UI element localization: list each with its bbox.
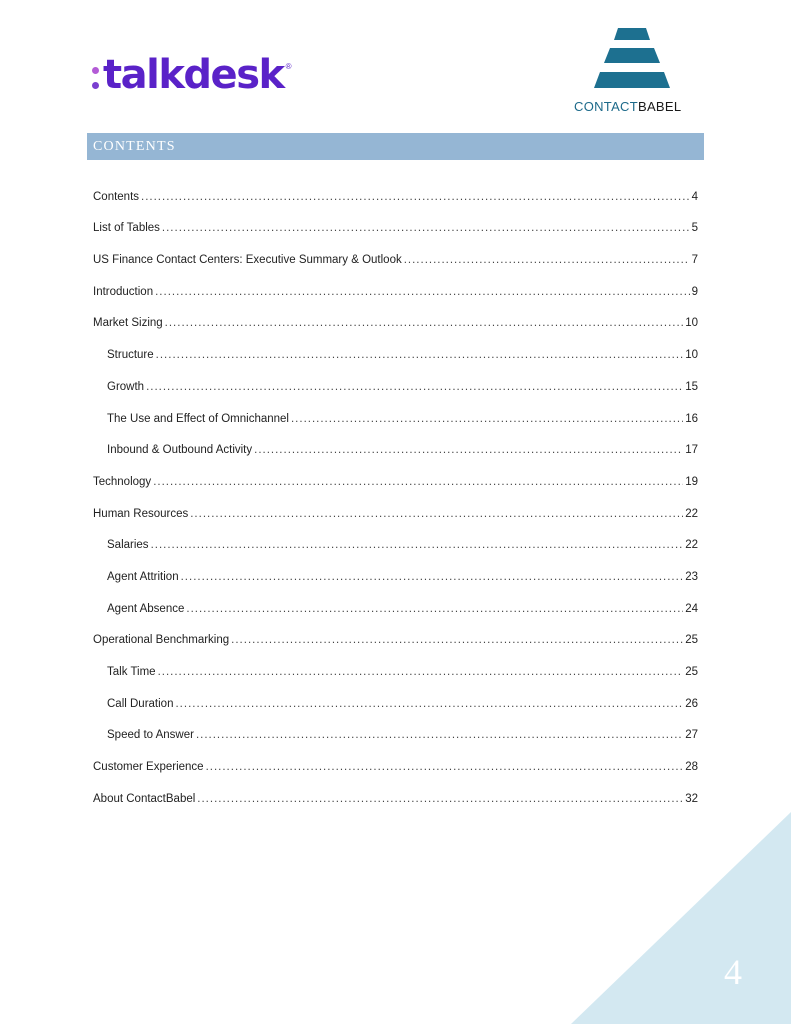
toc-entry[interactable] <box>93 647 698 679</box>
toc-entry-page-number: 22 <box>685 539 698 552</box>
corner-triangle-decoration <box>571 812 791 1024</box>
toc-entry[interactable] <box>93 267 698 299</box>
talkdesk-dots-icon <box>92 67 99 89</box>
toc-leader-dots <box>181 570 684 584</box>
toc-entry-label: Technology <box>93 475 152 488</box>
toc-entry[interactable] <box>93 172 698 204</box>
toc-entry-page-number: 27 <box>685 729 698 742</box>
toc-entry-label: Talk Time <box>107 666 156 678</box>
toc-entry-page-number: 9 <box>691 285 698 298</box>
toc-entry-page-number: 24 <box>685 602 698 615</box>
talkdesk-logo <box>92 50 292 100</box>
toc-leader-dots <box>155 285 689 299</box>
toc-leader-dots <box>197 792 683 806</box>
toc-leader-dots <box>165 316 684 330</box>
toc-entry-label: Contents <box>93 190 140 203</box>
toc-leader-dots <box>158 665 684 679</box>
toc-leader-dots <box>231 633 683 647</box>
toc-entry-page-number: 28 <box>685 761 698 774</box>
toc-entry[interactable] <box>93 679 698 711</box>
toc-leader-dots <box>175 697 683 711</box>
toc-leader-dots <box>141 190 690 204</box>
contents-heading: CONTENTS <box>93 139 176 154</box>
toc-entry[interactable] <box>93 394 698 426</box>
toc-leader-dots <box>156 348 684 362</box>
toc-leader-dots <box>254 443 683 457</box>
toc-leader-dots <box>153 475 683 489</box>
toc-leader-dots <box>190 507 683 521</box>
talkdesk-wordmark: talkdesk <box>103 52 284 98</box>
toc-entry-page-number: 7 <box>691 254 698 267</box>
toc-entry-page-number: 10 <box>685 349 698 362</box>
toc-leader-dots <box>206 760 684 774</box>
toc-entry-page-number: 17 <box>685 444 698 457</box>
toc-entry-label: Operational Benchmarking <box>93 634 230 647</box>
contactbabel-wordmark-babel: BABEL <box>637 99 682 114</box>
toc-entry-page-number: 25 <box>685 634 698 647</box>
toc-entry-page-number: 25 <box>685 666 698 678</box>
toc-entry-label: Agent Absence <box>107 602 185 615</box>
toc-leader-dots <box>162 221 690 235</box>
toc-leader-dots <box>146 380 683 394</box>
toc-entry-label: Call Duration <box>107 697 174 710</box>
toc-entry[interactable] <box>93 457 698 489</box>
toc-entry-label: Agent Attrition <box>107 570 179 583</box>
toc-entry-page-number: 26 <box>685 697 698 710</box>
toc-entry-label: List of Tables <box>93 222 160 235</box>
toc-entry-page-number: 5 <box>691 222 698 235</box>
toc-entry-label: Market Sizing <box>93 317 163 330</box>
toc-entry[interactable] <box>93 552 698 584</box>
toc-leader-dots <box>291 412 683 426</box>
contactbabel-wordmark-contact: CONTACT <box>574 99 638 114</box>
toc-entry-page-number: 32 <box>685 792 698 805</box>
toc-entry[interactable] <box>93 616 698 648</box>
toc-entry[interactable] <box>93 362 698 394</box>
toc-entry-label: US Finance Contact Centers: Executive Summary & Outlook <box>93 254 402 267</box>
toc-leader-dots <box>404 253 690 267</box>
toc-entry-label: Introduction <box>93 285 154 298</box>
toc-entry-label: Speed to Answer <box>107 729 194 742</box>
toc-entry-page-number: 23 <box>685 570 698 583</box>
toc-entry[interactable] <box>93 584 698 616</box>
toc-entry[interactable] <box>93 521 698 553</box>
table-of-contents <box>93 172 698 806</box>
toc-entry[interactable] <box>93 742 698 774</box>
registered-mark-icon: ® <box>285 61 292 71</box>
toc-leader-dots <box>151 538 684 552</box>
page-number: 4 <box>724 952 742 992</box>
toc-entry[interactable] <box>93 330 698 362</box>
toc-entry-label: Human Resources <box>93 507 189 520</box>
toc-entry-label: Customer Experience <box>93 761 204 774</box>
toc-entry[interactable] <box>93 235 698 267</box>
contents-heading-bar <box>87 133 704 160</box>
toc-leader-dots <box>196 728 683 742</box>
toc-entry-label: The Use and Effect of Omnichannel <box>107 412 289 425</box>
toc-entry-label: About ContactBabel <box>93 792 196 805</box>
toc-entry[interactable] <box>93 299 698 331</box>
toc-entry-page-number: 19 <box>685 475 698 488</box>
toc-entry[interactable] <box>93 426 698 458</box>
toc-entry[interactable] <box>93 204 698 236</box>
toc-entry-label: Structure <box>107 349 154 362</box>
toc-entry[interactable] <box>93 774 698 806</box>
toc-entry-page-number: 16 <box>685 412 698 425</box>
toc-entry[interactable] <box>93 711 698 743</box>
toc-entry[interactable] <box>93 489 698 521</box>
toc-entry-label: Salaries <box>107 539 149 552</box>
toc-entry-page-number: 4 <box>691 190 698 203</box>
toc-leader-dots <box>186 602 683 616</box>
toc-entry-label: Inbound & Outbound Activity <box>107 444 253 457</box>
toc-entry-page-number: 10 <box>685 317 698 330</box>
toc-entry-label: Growth <box>107 380 145 393</box>
toc-entry-page-number: 22 <box>685 507 698 520</box>
contactbabel-wordmark <box>574 99 681 114</box>
toc-entry-page-number: 15 <box>685 380 698 393</box>
